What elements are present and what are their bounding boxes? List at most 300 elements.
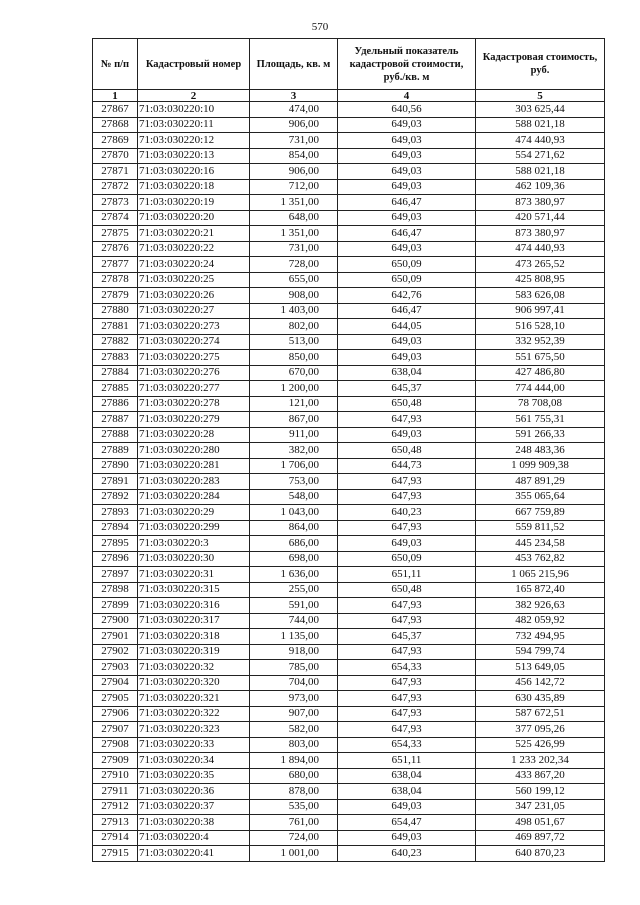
area-cell: 906,00 xyxy=(250,164,338,180)
row-number-cell: 27875 xyxy=(93,226,138,242)
column-number-row xyxy=(93,90,605,102)
cadastral-value-cell: 1 099 909,38 xyxy=(476,458,605,474)
cadastral-number-cell: 71:03:030220:320 xyxy=(138,675,250,691)
row-number-cell: 27869 xyxy=(93,133,138,149)
area-cell: 648,00 xyxy=(250,210,338,226)
table-row xyxy=(93,179,605,195)
row-number-cell: 27890 xyxy=(93,458,138,474)
table-row xyxy=(93,815,605,831)
table-row xyxy=(93,706,605,722)
row-number-cell: 27907 xyxy=(93,722,138,738)
cadastral-number-cell: 71:03:030220:41 xyxy=(138,846,250,862)
cadastral-number-cell: 71:03:030220:11 xyxy=(138,117,250,133)
cadastral-number-cell: 71:03:030220:25 xyxy=(138,272,250,288)
row-number-cell: 27883 xyxy=(93,350,138,366)
row-number-cell: 27894 xyxy=(93,520,138,536)
cadastral-number-cell: 71:03:030220:32 xyxy=(138,660,250,676)
row-number-cell: 27868 xyxy=(93,117,138,133)
table-row xyxy=(93,675,605,691)
cadastral-value-cell: 513 649,05 xyxy=(476,660,605,676)
area-cell: 513,00 xyxy=(250,334,338,350)
table-row xyxy=(93,319,605,335)
row-number-cell: 27884 xyxy=(93,365,138,381)
cadastral-value-cell: 165 872,40 xyxy=(476,582,605,598)
cadastral-value-cell: 462 109,36 xyxy=(476,179,605,195)
cadastral-value-cell: 420 571,44 xyxy=(476,210,605,226)
area-cell: 255,00 xyxy=(250,582,338,598)
area-cell: 854,00 xyxy=(250,148,338,164)
row-number-cell: 27891 xyxy=(93,474,138,490)
cadastral-number-cell: 71:03:030220:316 xyxy=(138,598,250,614)
cadastral-value-cell: 588 021,18 xyxy=(476,117,605,133)
cadastral-value-cell: 583 626,08 xyxy=(476,288,605,304)
cadastral-number-cell: 71:03:030220:37 xyxy=(138,799,250,815)
row-number-cell: 27904 xyxy=(93,675,138,691)
table-row xyxy=(93,210,605,226)
area-cell: 1 200,00 xyxy=(250,381,338,397)
row-number-cell: 27882 xyxy=(93,334,138,350)
table-row xyxy=(93,520,605,536)
unit-value-cell: 651,11 xyxy=(338,753,476,769)
row-number-cell: 27873 xyxy=(93,195,138,211)
table-row xyxy=(93,613,605,629)
table-row xyxy=(93,489,605,505)
cadastral-number-cell: 71:03:030220:30 xyxy=(138,551,250,567)
area-cell: 867,00 xyxy=(250,412,338,428)
cadastral-value-cell: 473 265,52 xyxy=(476,257,605,273)
area-cell: 878,00 xyxy=(250,784,338,800)
column-number: 1 xyxy=(93,90,138,102)
row-number-cell: 27881 xyxy=(93,319,138,335)
table-row xyxy=(93,644,605,660)
table-row xyxy=(93,505,605,521)
cadastral-number-cell: 71:03:030220:27 xyxy=(138,303,250,319)
area-cell: 680,00 xyxy=(250,768,338,784)
cadastral-value-cell: 525 426,99 xyxy=(476,737,605,753)
area-cell: 761,00 xyxy=(250,815,338,831)
area-cell: 474,00 xyxy=(250,102,338,118)
row-number-cell: 27905 xyxy=(93,691,138,707)
cadastral-number-cell: 71:03:030220:280 xyxy=(138,443,250,459)
table-row xyxy=(93,846,605,862)
row-number-cell: 27879 xyxy=(93,288,138,304)
unit-value-cell: 650,09 xyxy=(338,272,476,288)
cadastral-number-cell: 71:03:030220:274 xyxy=(138,334,250,350)
area-cell: 731,00 xyxy=(250,133,338,149)
unit-value-cell: 647,93 xyxy=(338,706,476,722)
cadastral-value-cell: 474 440,93 xyxy=(476,133,605,149)
unit-value-cell: 638,04 xyxy=(338,768,476,784)
unit-value-cell: 642,76 xyxy=(338,288,476,304)
page-number: 570 xyxy=(311,21,329,33)
cadastral-number-cell: 71:03:030220:279 xyxy=(138,412,250,428)
row-number-cell: 27912 xyxy=(93,799,138,815)
cadastral-number-cell: 71:03:030220:323 xyxy=(138,722,250,738)
cadastral-value-cell: 355 065,64 xyxy=(476,489,605,505)
row-number-cell: 27900 xyxy=(93,613,138,629)
column-number: 5 xyxy=(476,90,605,102)
cadastral-value-cell: 559 811,52 xyxy=(476,520,605,536)
table-row xyxy=(93,768,605,784)
cadastral-number-cell: 71:03:030220:273 xyxy=(138,319,250,335)
table-row xyxy=(93,737,605,753)
table-row xyxy=(93,567,605,583)
row-number-cell: 27911 xyxy=(93,784,138,800)
row-number-cell: 27892 xyxy=(93,489,138,505)
area-cell: 382,00 xyxy=(250,443,338,459)
row-number-cell: 27898 xyxy=(93,582,138,598)
cadastral-value-cell: 498 051,67 xyxy=(476,815,605,831)
table-row xyxy=(93,474,605,490)
unit-value-cell: 649,03 xyxy=(338,117,476,133)
unit-value-cell: 645,37 xyxy=(338,381,476,397)
cadastral-number-cell: 71:03:030220:277 xyxy=(138,381,250,397)
area-cell: 1 894,00 xyxy=(250,753,338,769)
cadastral-number-cell: 71:03:030220:35 xyxy=(138,768,250,784)
cadastral-value-cell: 425 808,95 xyxy=(476,272,605,288)
unit-value-cell: 650,48 xyxy=(338,582,476,598)
cadastral-number-cell: 71:03:030220:26 xyxy=(138,288,250,304)
unit-value-cell: 654,33 xyxy=(338,737,476,753)
area-cell: 1 351,00 xyxy=(250,226,338,242)
row-number-cell: 27906 xyxy=(93,706,138,722)
header-area: Площадь, кв. м xyxy=(250,39,338,90)
cadastral-value-cell: 332 952,39 xyxy=(476,334,605,350)
cadastral-number-cell: 71:03:030220:38 xyxy=(138,815,250,831)
table-row xyxy=(93,164,605,180)
cadastral-value-cell: 732 494,95 xyxy=(476,629,605,645)
cadastral-value-cell: 427 486,80 xyxy=(476,365,605,381)
table-row xyxy=(93,582,605,598)
unit-value-cell: 647,93 xyxy=(338,598,476,614)
row-number-cell: 27871 xyxy=(93,164,138,180)
area-cell: 744,00 xyxy=(250,613,338,629)
cadastral-number-cell: 71:03:030220:13 xyxy=(138,148,250,164)
area-cell: 973,00 xyxy=(250,691,338,707)
unit-value-cell: 647,93 xyxy=(338,613,476,629)
cadastral-number-cell: 71:03:030220:22 xyxy=(138,241,250,257)
cadastral-value-cell: 906 997,41 xyxy=(476,303,605,319)
area-cell: 724,00 xyxy=(250,830,338,846)
unit-value-cell: 647,93 xyxy=(338,691,476,707)
row-number-cell: 27893 xyxy=(93,505,138,521)
cadastral-value-cell: 667 759,89 xyxy=(476,505,605,521)
table-row xyxy=(93,257,605,273)
cadastral-number-cell: 71:03:030220:276 xyxy=(138,365,250,381)
row-number-cell: 27887 xyxy=(93,412,138,428)
area-cell: 686,00 xyxy=(250,536,338,552)
table-row xyxy=(93,334,605,350)
cadastral-value-cell: 445 234,58 xyxy=(476,536,605,552)
unit-value-cell: 651,11 xyxy=(338,567,476,583)
row-number-cell: 27899 xyxy=(93,598,138,614)
unit-value-cell: 646,47 xyxy=(338,303,476,319)
unit-value-cell: 647,93 xyxy=(338,675,476,691)
area-cell: 704,00 xyxy=(250,675,338,691)
cadastral-number-cell: 71:03:030220:3 xyxy=(138,536,250,552)
cadastral-number-cell: 71:03:030220:283 xyxy=(138,474,250,490)
area-cell: 591,00 xyxy=(250,598,338,614)
unit-value-cell: 649,03 xyxy=(338,536,476,552)
area-cell: 918,00 xyxy=(250,644,338,660)
cadastral-value-cell: 382 926,63 xyxy=(476,598,605,614)
header-row-number: № п/п xyxy=(93,39,138,90)
cadastral-number-cell: 71:03:030220:281 xyxy=(138,458,250,474)
unit-value-cell: 650,48 xyxy=(338,396,476,412)
cadastral-value-cell: 640 870,23 xyxy=(476,846,605,862)
unit-value-cell: 647,93 xyxy=(338,520,476,536)
cadastral-value-cell: 560 199,12 xyxy=(476,784,605,800)
table-row xyxy=(93,303,605,319)
table-row xyxy=(93,288,605,304)
area-cell: 670,00 xyxy=(250,365,338,381)
cadastral-value-cell: 594 799,74 xyxy=(476,644,605,660)
cadastral-number-cell: 71:03:030220:299 xyxy=(138,520,250,536)
area-cell: 698,00 xyxy=(250,551,338,567)
row-number-cell: 27867 xyxy=(93,102,138,118)
row-number-cell: 27909 xyxy=(93,753,138,769)
unit-value-cell: 649,03 xyxy=(338,164,476,180)
unit-value-cell: 638,04 xyxy=(338,784,476,800)
unit-value-cell: 646,47 xyxy=(338,226,476,242)
row-number-cell: 27902 xyxy=(93,644,138,660)
unit-value-cell: 640,23 xyxy=(338,505,476,521)
cadastral-value-cell: 551 675,50 xyxy=(476,350,605,366)
row-number-cell: 27888 xyxy=(93,427,138,443)
cadastral-value-cell: 561 755,31 xyxy=(476,412,605,428)
unit-value-cell: 649,03 xyxy=(338,241,476,257)
cadastral-number-cell: 71:03:030220:321 xyxy=(138,691,250,707)
cadastral-number-cell: 71:03:030220:24 xyxy=(138,257,250,273)
cadastral-number-cell: 71:03:030220:18 xyxy=(138,179,250,195)
column-number: 3 xyxy=(250,90,338,102)
area-cell: 802,00 xyxy=(250,319,338,335)
area-cell: 850,00 xyxy=(250,350,338,366)
row-number-cell: 27876 xyxy=(93,241,138,257)
cadastral-number-cell: 71:03:030220:33 xyxy=(138,737,250,753)
table-row xyxy=(93,536,605,552)
unit-value-cell: 649,03 xyxy=(338,334,476,350)
unit-value-cell: 649,03 xyxy=(338,179,476,195)
cadastral-value-cell: 1 233 202,34 xyxy=(476,753,605,769)
area-cell: 1 706,00 xyxy=(250,458,338,474)
unit-value-cell: 650,09 xyxy=(338,551,476,567)
cadastral-value-cell: 78 708,08 xyxy=(476,396,605,412)
cadastral-number-cell: 71:03:030220:315 xyxy=(138,582,250,598)
row-number-cell: 27895 xyxy=(93,536,138,552)
table-row xyxy=(93,350,605,366)
row-number-cell: 27877 xyxy=(93,257,138,273)
cadastral-number-cell: 71:03:030220:19 xyxy=(138,195,250,211)
area-cell: 121,00 xyxy=(250,396,338,412)
area-cell: 582,00 xyxy=(250,722,338,738)
row-number-cell: 27896 xyxy=(93,551,138,567)
cadastral-value-cell: 630 435,89 xyxy=(476,691,605,707)
area-cell: 753,00 xyxy=(250,474,338,490)
area-cell: 1 135,00 xyxy=(250,629,338,645)
row-number-cell: 27886 xyxy=(93,396,138,412)
unit-value-cell: 646,47 xyxy=(338,195,476,211)
table-row xyxy=(93,660,605,676)
table-row xyxy=(93,629,605,645)
row-number-cell: 27915 xyxy=(93,846,138,862)
cadastral-value-cell: 248 483,36 xyxy=(476,443,605,459)
cadastral-value-cell: 516 528,10 xyxy=(476,319,605,335)
row-number-cell: 27910 xyxy=(93,768,138,784)
unit-value-cell: 649,03 xyxy=(338,210,476,226)
unit-value-cell: 644,05 xyxy=(338,319,476,335)
cadastral-value-cell: 873 380,97 xyxy=(476,226,605,242)
cadastral-number-cell: 71:03:030220:318 xyxy=(138,629,250,645)
cadastral-value-cell: 303 625,44 xyxy=(476,102,605,118)
area-cell: 785,00 xyxy=(250,660,338,676)
table-row xyxy=(93,148,605,164)
cadastral-number-cell: 71:03:030220:12 xyxy=(138,133,250,149)
area-cell: 548,00 xyxy=(250,489,338,505)
unit-value-cell: 649,03 xyxy=(338,350,476,366)
cadastral-value-cell: 591 266,33 xyxy=(476,427,605,443)
table-row xyxy=(93,226,605,242)
area-cell: 906,00 xyxy=(250,117,338,133)
unit-value-cell: 649,03 xyxy=(338,830,476,846)
table-row xyxy=(93,458,605,474)
area-cell: 911,00 xyxy=(250,427,338,443)
row-number-cell: 27889 xyxy=(93,443,138,459)
row-number-cell: 27870 xyxy=(93,148,138,164)
cadastral-value-cell: 774 444,00 xyxy=(476,381,605,397)
table-row xyxy=(93,691,605,707)
cadastral-value-cell: 482 059,92 xyxy=(476,613,605,629)
table-body xyxy=(93,102,605,862)
area-cell: 803,00 xyxy=(250,737,338,753)
unit-value-cell: 638,04 xyxy=(338,365,476,381)
cadastral-number-cell: 71:03:030220:317 xyxy=(138,613,250,629)
table-row xyxy=(93,830,605,846)
row-number-cell: 27901 xyxy=(93,629,138,645)
header-cadastral-number: Кадастровый номер xyxy=(138,39,250,90)
row-number-cell: 27908 xyxy=(93,737,138,753)
cadastral-number-cell: 71:03:030220:31 xyxy=(138,567,250,583)
cadastral-number-cell: 71:03:030220:284 xyxy=(138,489,250,505)
cadastral-number-cell: 71:03:030220:278 xyxy=(138,396,250,412)
cadastral-number-cell: 71:03:030220:28 xyxy=(138,427,250,443)
cadastral-value-cell: 347 231,05 xyxy=(476,799,605,815)
unit-value-cell: 644,73 xyxy=(338,458,476,474)
table-row xyxy=(93,412,605,428)
row-number-cell: 27885 xyxy=(93,381,138,397)
table-row xyxy=(93,272,605,288)
unit-value-cell: 654,33 xyxy=(338,660,476,676)
table-row xyxy=(93,722,605,738)
area-cell: 712,00 xyxy=(250,179,338,195)
table-row xyxy=(93,799,605,815)
column-number: 4 xyxy=(338,90,476,102)
area-cell: 1 351,00 xyxy=(250,195,338,211)
cadastral-value-table xyxy=(92,38,605,862)
row-number-cell: 27913 xyxy=(93,815,138,831)
table-row xyxy=(93,241,605,257)
unit-value-cell: 649,03 xyxy=(338,799,476,815)
cadastral-number-cell: 71:03:030220:10 xyxy=(138,102,250,118)
table-header-row xyxy=(93,39,605,90)
cadastral-value-cell: 487 891,29 xyxy=(476,474,605,490)
column-number: 2 xyxy=(138,90,250,102)
cadastral-value-cell: 377 095,26 xyxy=(476,722,605,738)
table-row xyxy=(93,753,605,769)
table-row xyxy=(93,427,605,443)
table-row xyxy=(93,381,605,397)
cadastral-number-cell: 71:03:030220:21 xyxy=(138,226,250,242)
cadastral-value-cell: 587 672,51 xyxy=(476,706,605,722)
table-row xyxy=(93,133,605,149)
row-number-cell: 27878 xyxy=(93,272,138,288)
area-cell: 731,00 xyxy=(250,241,338,257)
row-number-cell: 27903 xyxy=(93,660,138,676)
table-row xyxy=(93,598,605,614)
header-cadastral-value: Кадастровая стоимость, руб. xyxy=(476,39,605,90)
unit-value-cell: 645,37 xyxy=(338,629,476,645)
row-number-cell: 27874 xyxy=(93,210,138,226)
unit-value-cell: 649,03 xyxy=(338,427,476,443)
unit-value-cell: 640,56 xyxy=(338,102,476,118)
area-cell: 1 001,00 xyxy=(250,846,338,862)
unit-value-cell: 647,93 xyxy=(338,412,476,428)
cadastral-number-cell: 71:03:030220:29 xyxy=(138,505,250,521)
unit-value-cell: 647,93 xyxy=(338,474,476,490)
row-number-cell: 27880 xyxy=(93,303,138,319)
cadastral-number-cell: 71:03:030220:34 xyxy=(138,753,250,769)
table-row xyxy=(93,551,605,567)
cadastral-value-cell: 554 271,62 xyxy=(476,148,605,164)
table-row xyxy=(93,396,605,412)
unit-value-cell: 650,48 xyxy=(338,443,476,459)
cadastral-value-cell: 453 762,82 xyxy=(476,551,605,567)
cadastral-value-cell: 1 065 215,96 xyxy=(476,567,605,583)
table-row xyxy=(93,443,605,459)
area-cell: 864,00 xyxy=(250,520,338,536)
cadastral-number-cell: 71:03:030220:322 xyxy=(138,706,250,722)
table-row xyxy=(93,784,605,800)
cadastral-value-cell: 433 867,20 xyxy=(476,768,605,784)
unit-value-cell: 654,47 xyxy=(338,815,476,831)
unit-value-cell: 649,03 xyxy=(338,148,476,164)
row-number-cell: 27914 xyxy=(93,830,138,846)
header-unit-value: Удельный показатель кадастровой стоимости, руб./кв. м xyxy=(338,39,476,90)
unit-value-cell: 649,03 xyxy=(338,133,476,149)
cadastral-number-cell: 71:03:030220:319 xyxy=(138,644,250,660)
table-row xyxy=(93,102,605,118)
area-cell: 1 636,00 xyxy=(250,567,338,583)
table-row xyxy=(93,117,605,133)
area-cell: 1 043,00 xyxy=(250,505,338,521)
area-cell: 728,00 xyxy=(250,257,338,273)
cadastral-value-cell: 469 897,72 xyxy=(476,830,605,846)
cadastral-value-cell: 588 021,18 xyxy=(476,164,605,180)
unit-value-cell: 650,09 xyxy=(338,257,476,273)
unit-value-cell: 647,93 xyxy=(338,722,476,738)
area-cell: 907,00 xyxy=(250,706,338,722)
cadastral-number-cell: 71:03:030220:36 xyxy=(138,784,250,800)
row-number-cell: 27897 xyxy=(93,567,138,583)
cadastral-value-cell: 873 380,97 xyxy=(476,195,605,211)
cadastral-number-cell: 71:03:030220:16 xyxy=(138,164,250,180)
cadastral-number-cell: 71:03:030220:275 xyxy=(138,350,250,366)
cadastral-value-cell: 456 142,72 xyxy=(476,675,605,691)
area-cell: 908,00 xyxy=(250,288,338,304)
table-row xyxy=(93,195,605,211)
cadastral-value-cell: 474 440,93 xyxy=(476,241,605,257)
unit-value-cell: 647,93 xyxy=(338,489,476,505)
